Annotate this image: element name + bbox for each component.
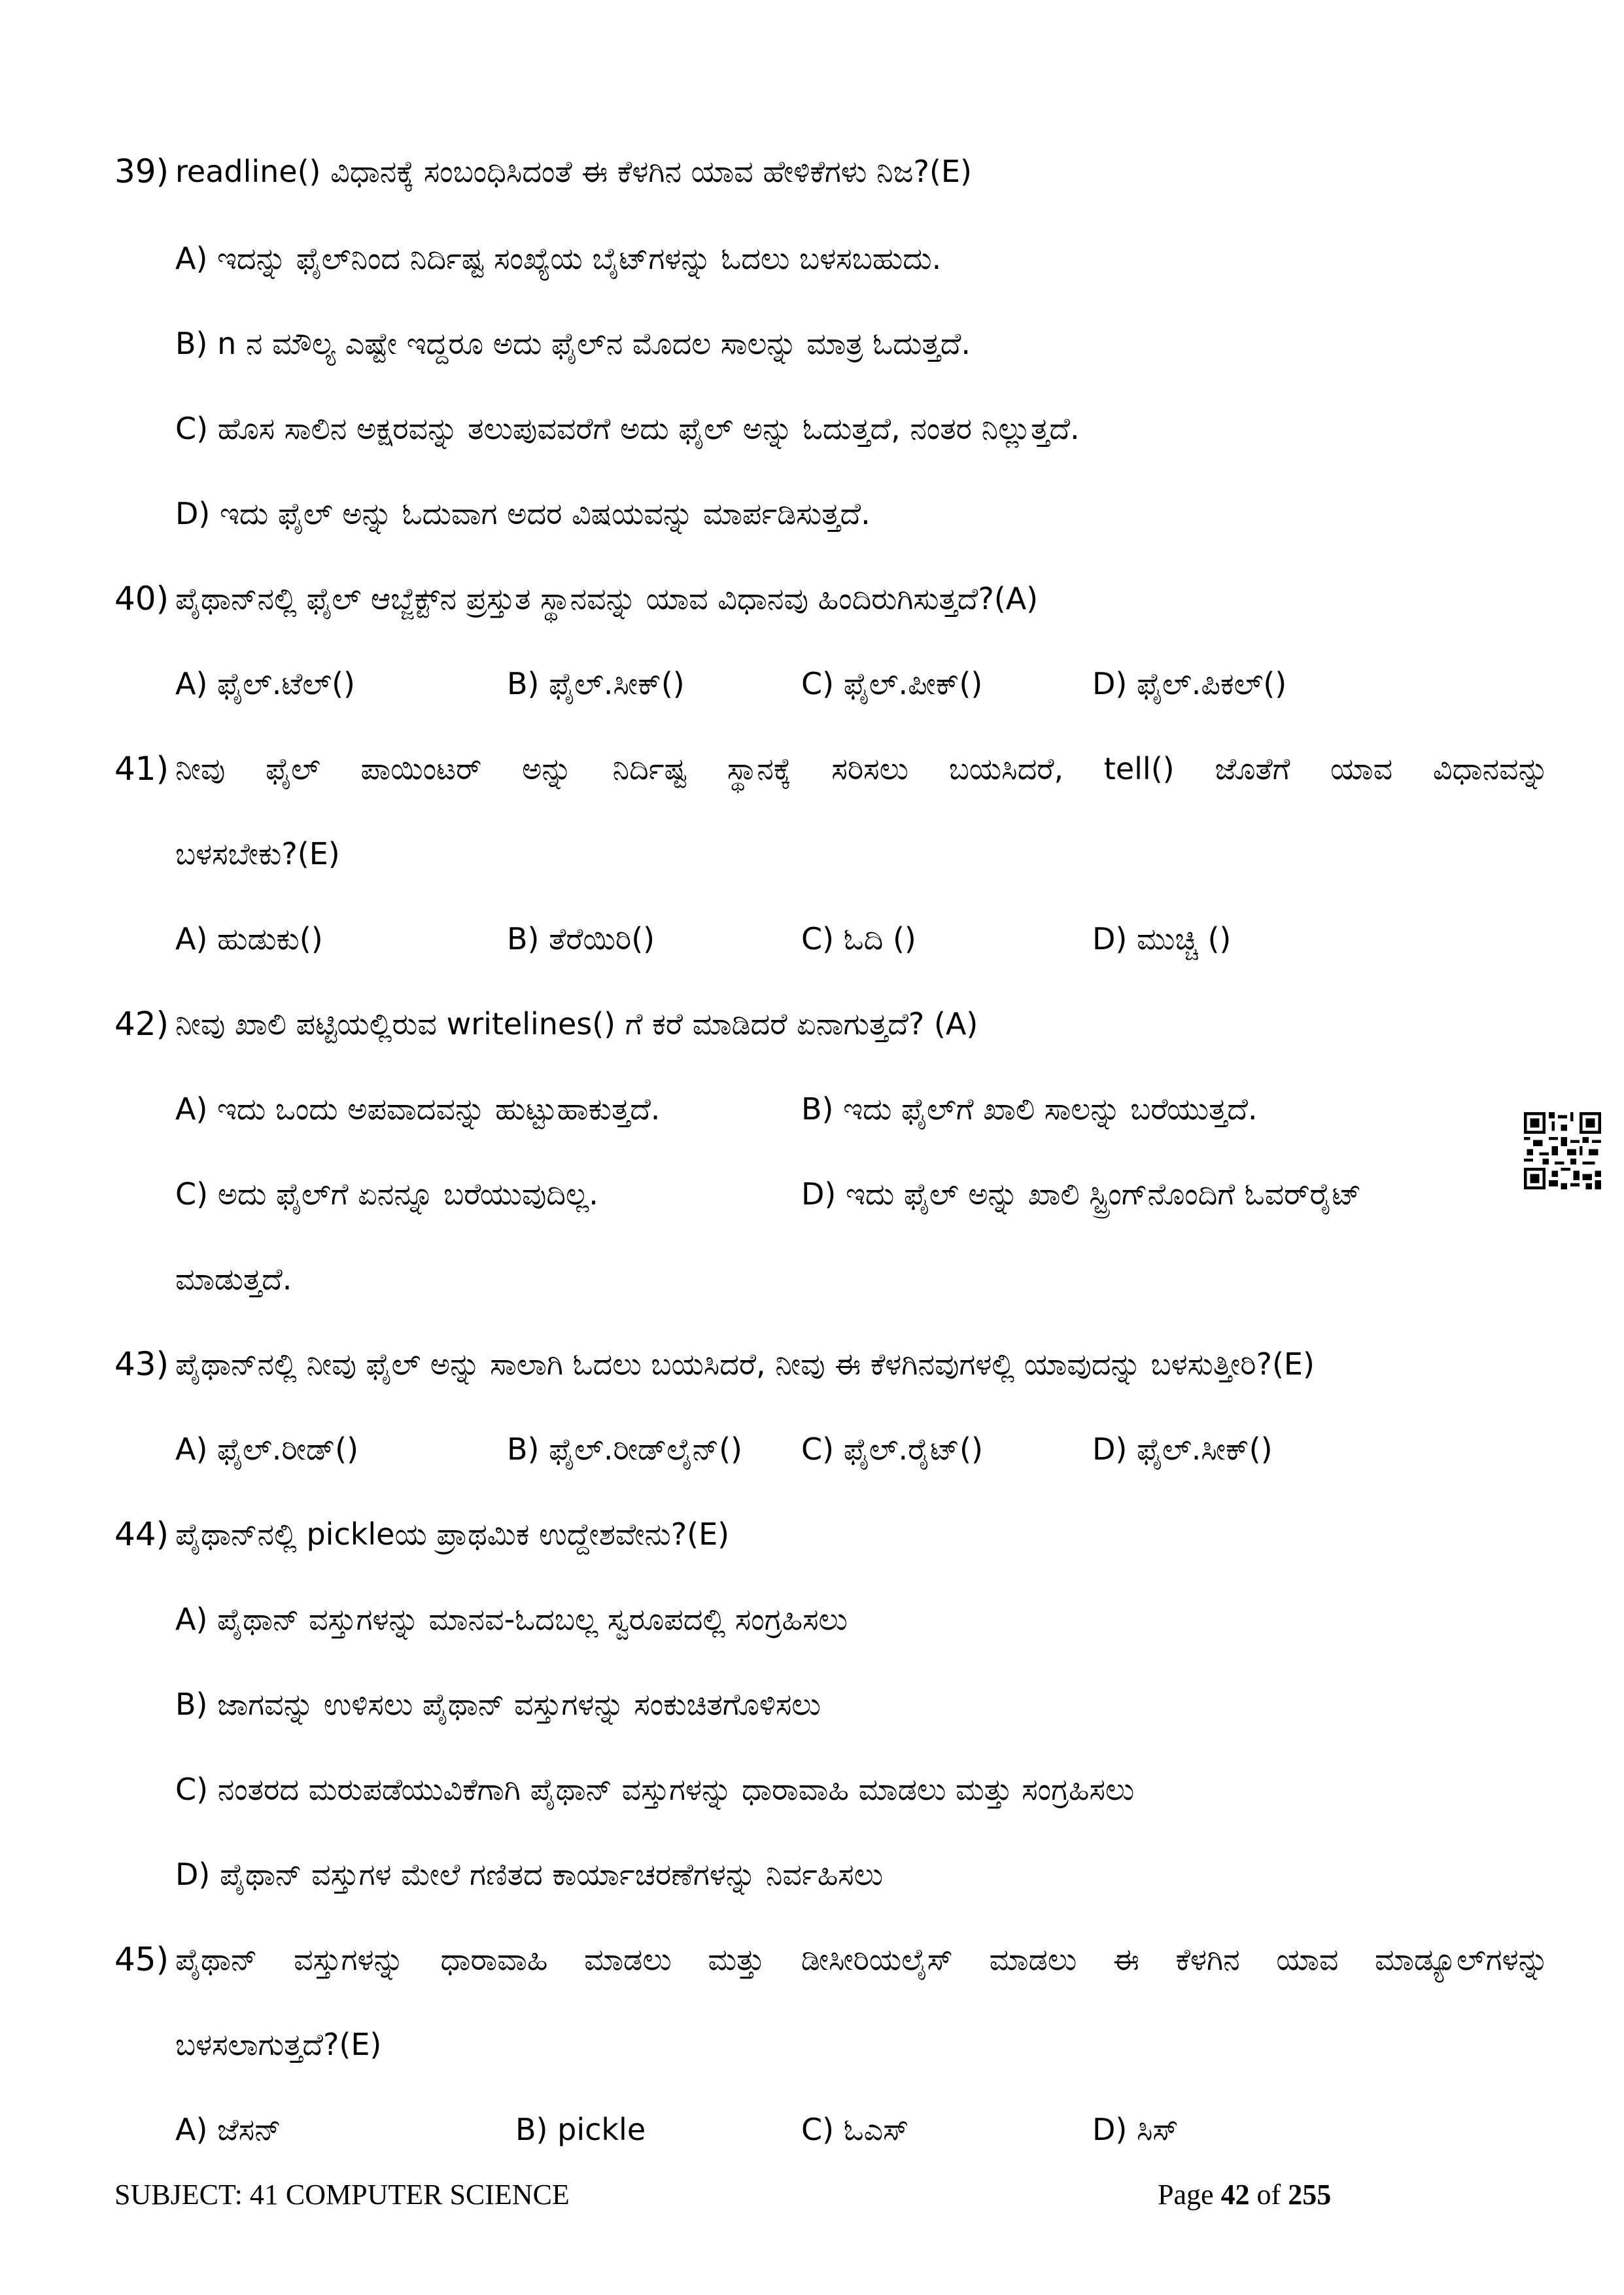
option-d: D) ಫೈಲ್.ಪಿಕಲ್()	[1092, 666, 1287, 701]
option-c: C) ಫೈಲ್.ಪೀಕ್()	[801, 666, 983, 701]
option-d: D) ಸಿಸ್	[1092, 2112, 1179, 2147]
question-number: 43)	[114, 1345, 169, 1383]
option-b: B) n ನ ಮೌಲ್ಯ ಎಷ್ಟೇ ಇದ್ದರೂ ಅದು ಫೈಲ್‌ನ ಮೊದಲ ಸಾಲನ್ನು ಮಾತ್ರ ಓದುತ್ತದೆ.	[175, 326, 971, 361]
option-c: C) ಓದಿ ()	[801, 921, 916, 956]
option-c: C) ಫೈಲ್.ರೈಟ್()	[801, 1431, 983, 1467]
option-d: D) ಫೈಲ್.ಸೀಕ್()	[1092, 1431, 1273, 1467]
option-d-continued: ಮಾಡುತ್ತದೆ.	[175, 1261, 292, 1297]
question-number: 42)	[114, 1005, 169, 1043]
question-text: ಪೈಥಾನ್‌ನಲ್ಲಿ ನೀವು ಫೈಲ್ ಅನ್ನು ಸಾಲಾಗಿ ಓದಲು ಬಯಸಿದರೆ, ನೀವು ಈ ಕೆಳಗಿನವುಗಳಲ್ಲಿ ಯಾವುದನ್ನು ಬಳಸುತ್ತೀರಿ?(E)	[175, 1346, 1315, 1382]
question-text: readline() ವಿಧಾನಕ್ಕೆ ಸಂಬಂಧಿಸಿದಂತೆ ಈ ಕೆಳಗಿನ ಯಾವ ಹೇಳಿಕೆಗಳು ನಿಜ?(E)	[175, 154, 972, 189]
question-number: 44)	[114, 1515, 169, 1553]
option-b: B) ಫೈಲ್.ರೀಡ್‌ಲೈನ್()	[507, 1431, 743, 1467]
page-mid: of	[1249, 2179, 1288, 2211]
option-b: B) ಇದು ಫೈಲ್‌ಗೆ ಖಾಲಿ ಸಾಲನ್ನು ಬರೆಯುತ್ತದೆ.	[801, 1091, 1258, 1127]
option-a: A) ಫೈಲ್.ಟೆಲ್()	[175, 666, 355, 701]
question-number: 45)	[114, 1940, 169, 1978]
option-b: B) pickle	[515, 2112, 646, 2147]
option-a: A) ಪೈಥಾನ್ ವಸ್ತುಗಳನ್ನು ಮಾನವ-ಓದಬಲ್ಲ ಸ್ವರೂಪದಲ್ಲಿ ಸಂಗ್ರಹಿಸಲು	[175, 1602, 848, 1637]
option-a: A) ಫೈಲ್.ರೀಡ್()	[175, 1431, 359, 1467]
option-b: B) ಫೈಲ್.ಸೀಕ್()	[507, 666, 685, 701]
question-text: ಪೈಥಾನ್‌ನಲ್ಲಿ pickleಯ ಪ್ರಾಥಮಿಕ ಉದ್ದೇಶವೇನು?(E)	[175, 1516, 730, 1552]
option-a: A) ಇದು ಒಂದು ಅಪವಾದವನ್ನು ಹುಟ್ಟುಹಾಕುತ್ತದೆ.	[175, 1091, 661, 1127]
question-text: ನೀವು ಫೈಲ್ ಪಾಯಿಂಟರ್ ಅನ್ನು ನಿರ್ದಿಷ್ಟ ಸ್ಥಾನಕ್ಕೆ ಸರಿಸಲು ಬಯಸಿದರೆ, tell() ಜೊತೆಗೆ ಯಾವ ವಿಧಾನವನ್ನು	[175, 751, 1549, 786]
page-total: 255	[1288, 2179, 1332, 2211]
footer-page-indicator	[1158, 2175, 1331, 2215]
option-c: C) ಅದು ಫೈಲ್‌ಗೆ ಏನನ್ನೂ ಬರೆಯುವುದಿಲ್ಲ.	[175, 1176, 598, 1212]
question-text-continued: ಬಳಸಲಾಗುತ್ತದೆ?(E)	[175, 2027, 382, 2062]
option-d: D) ಮುಚ್ಚಿ ()	[1092, 921, 1232, 956]
option-b: B) ಜಾಗವನ್ನು ಉಳಿಸಲು ಪೈಥಾನ್ ವಸ್ತುಗಳನ್ನು ಸಂಕುಚಿತಗೊಳಿಸಲು	[175, 1687, 821, 1722]
qr-code-icon	[1524, 1112, 1601, 1189]
question-number: 41)	[114, 750, 169, 788]
option-b: B) ತೆರೆಯಿರಿ()	[507, 921, 655, 956]
option-c: C) ನಂತರದ ಮರುಪಡೆಯುವಿಕೆಗಾಗಿ ಪೈಥಾನ್ ವಸ್ತುಗಳನ್ನು ಧಾರಾವಾಹಿ ಮಾಡಲು ಮತ್ತು ಸಂಗ್ರಹಿಸಲು	[175, 1772, 1135, 1807]
question-text: ಪೈಥಾನ್ ವಸ್ತುಗಳನ್ನು ಧಾರಾವಾಹಿ ಮಾಡಲು ಮತ್ತು ಡೀಸೀರಿಯಲೈಸ್ ಮಾಡಲು ಈ ಕೆಳಗಿನ ಯಾವ ಮಾಡ್ಯೂಲ್‌ಗಳನ್ನು	[175, 1942, 1549, 1977]
footer-subject: SUBJECT: 41 COMPUTER SCIENCE	[114, 2179, 570, 2211]
option-d: D) ಇದು ಫೈಲ್ ಅನ್ನು ಓದುವಾಗ ಅದರ ವಿಷಯವನ್ನು ಮಾರ್ಪಡಿಸುತ್ತದೆ.	[175, 496, 871, 531]
page-number: 42	[1220, 2179, 1250, 2211]
option-d: D) ಪೈಥಾನ್ ವಸ್ತುಗಳ ಮೇಲೆ ಗಣಿತದ ಕಾರ್ಯಾಚರಣೆಗಳನ್ನು ನಿರ್ವಹಿಸಲು	[175, 1857, 884, 1892]
question-number: 39)	[114, 152, 169, 190]
page-prefix: Page	[1158, 2179, 1221, 2211]
option-c: C) ಹೊಸ ಸಾಲಿನ ಅಕ್ಷರವನ್ನು ತಲುಪುವವರೆಗೆ ಅದು ಫೈಲ್ ಅನ್ನು ಓದುತ್ತದೆ, ನಂತರ ನಿಲ್ಲುತ್ತದೆ.	[175, 411, 1080, 446]
option-a: A) ಇದನ್ನು ಫೈಲ್‌ನಿಂದ ನಿರ್ದಿಷ್ಟ ಸಂಖ್ಯೆಯ ಬೈಟ್‌ಗಳನ್ನು ಓದಲು ಬಳಸಬಹುದು.	[175, 241, 942, 276]
question-text-continued: ಬಳಸಬೇಕು?(E)	[175, 836, 340, 871]
option-d: D) ಇದು ಫೈಲ್ ಅನ್ನು ಖಾಲಿ ಸ್ಟ್ರಿಂಗ್‌ನೊಂದಿಗೆ ಓವರ್‌ರೈಟ್	[801, 1176, 1362, 1212]
option-a: A) ಜೆಸನ್	[175, 2112, 281, 2147]
option-a: A) ಹುಡುಕು()	[175, 921, 323, 956]
question-number: 40)	[114, 580, 169, 618]
question-text: ನೀವು ಖಾಲಿ ಪಟ್ಟಿಯಲ್ಲಿರುವ writelines() ಗೆ ಕರೆ ಮಾಡಿದರೆ ಏನಾಗುತ್ತದೆ? (A)	[175, 1006, 978, 1042]
question-text: ಪೈಥಾನ್‌ನಲ್ಲಿ ಫೈಲ್ ಆಬ್ಜೆಕ್ಟ್‌ನ ಪ್ರಸ್ತುತ ಸ್ಥಾನವನ್ನು ಯಾವ ವಿಧಾನವು ಹಿಂದಿರುಗಿಸುತ್ತದೆ?(A)	[175, 581, 1039, 616]
option-c: C) ಓಎಸ್	[801, 2112, 909, 2147]
